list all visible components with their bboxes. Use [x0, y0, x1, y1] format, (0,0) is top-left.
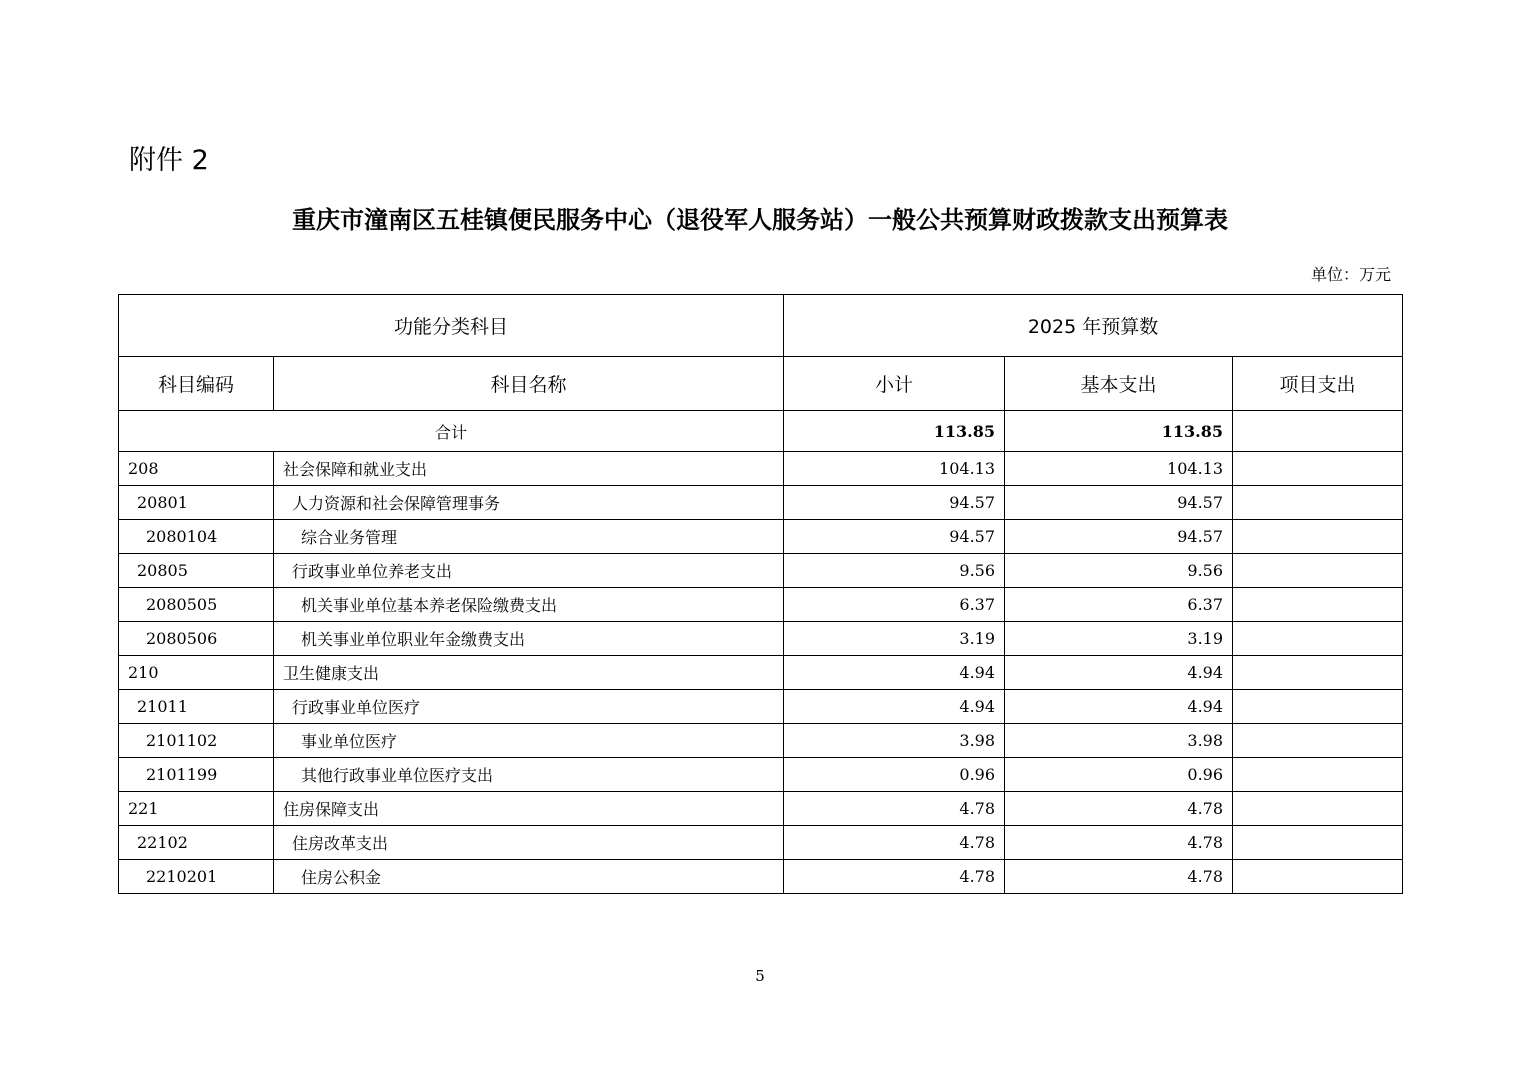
- row-subtotal: 4.78: [784, 860, 1005, 894]
- row-project: [1233, 826, 1403, 860]
- row-subtotal: 4.94: [784, 656, 1005, 690]
- row-name: 机关事业单位基本养老保险缴费支出: [274, 588, 784, 622]
- row-subtotal: 0.96: [784, 758, 1005, 792]
- row-code: 20801: [119, 486, 274, 520]
- document-title: 重庆市潼南区五桂镇便民服务中心（退役军人服务站）一般公共预算财政拨款支出预算表: [292, 206, 1228, 234]
- total-row: [119, 411, 1403, 452]
- row-project: [1233, 758, 1403, 792]
- row-code: 20805: [119, 554, 274, 588]
- row-basic: 4.78: [1005, 792, 1233, 826]
- row-name: 住房改革支出: [274, 826, 784, 860]
- row-basic: 104.13: [1005, 452, 1233, 486]
- row-code: 2080104: [119, 520, 274, 554]
- table-row: [119, 792, 1403, 826]
- row-name: 住房公积金: [274, 860, 784, 894]
- row-subtotal: 3.98: [784, 724, 1005, 758]
- row-project: [1233, 554, 1403, 588]
- row-code: 2080506: [119, 622, 274, 656]
- attachment-label: 附件 2: [129, 145, 209, 176]
- row-subtotal: 104.13: [784, 452, 1005, 486]
- table-row: [119, 758, 1403, 792]
- row-project: [1233, 656, 1403, 690]
- header-name: 科目名称: [274, 357, 784, 411]
- table-row: [119, 690, 1403, 724]
- row-code: 221: [119, 792, 274, 826]
- row-basic: 4.78: [1005, 826, 1233, 860]
- row-subtotal: 4.94: [784, 690, 1005, 724]
- table-header-row-1: [119, 295, 1403, 357]
- row-code: 2101199: [119, 758, 274, 792]
- row-code: 2210201: [119, 860, 274, 894]
- row-name: 机关事业单位职业年金缴费支出: [274, 622, 784, 656]
- row-basic: 4.94: [1005, 690, 1233, 724]
- row-project: [1233, 724, 1403, 758]
- table-row: [119, 486, 1403, 520]
- row-name: 事业单位医疗: [274, 724, 784, 758]
- total-basic: 113.85: [1005, 411, 1233, 452]
- row-name: 行政事业单位医疗: [274, 690, 784, 724]
- table-row: [119, 724, 1403, 758]
- table-row: [119, 588, 1403, 622]
- page-number: 5: [755, 967, 765, 985]
- row-subtotal: 3.19: [784, 622, 1005, 656]
- row-subtotal: 9.56: [784, 554, 1005, 588]
- row-code: 208: [119, 452, 274, 486]
- unit-label: 单位：万元: [1310, 265, 1391, 284]
- row-project: [1233, 452, 1403, 486]
- row-project: [1233, 690, 1403, 724]
- header-budget-year: 2025 年预算数: [784, 295, 1403, 357]
- row-subtotal: 4.78: [784, 792, 1005, 826]
- row-project: [1233, 622, 1403, 656]
- row-name: 卫生健康支出: [274, 656, 784, 690]
- header-functional-category: 功能分类科目: [119, 295, 784, 357]
- row-basic: 6.37: [1005, 588, 1233, 622]
- row-project: [1233, 792, 1403, 826]
- total-subtotal: 113.85: [784, 411, 1005, 452]
- table-row: [119, 520, 1403, 554]
- row-subtotal: 4.78: [784, 826, 1005, 860]
- table-row: [119, 452, 1403, 486]
- table-row: [119, 554, 1403, 588]
- row-project: [1233, 860, 1403, 894]
- row-basic: 3.98: [1005, 724, 1233, 758]
- row-basic: 4.94: [1005, 656, 1233, 690]
- row-basic: 4.78: [1005, 860, 1233, 894]
- header-subtotal: 小计: [784, 357, 1005, 411]
- total-project: [1233, 411, 1403, 452]
- table-row: [119, 860, 1403, 894]
- row-basic: 3.19: [1005, 622, 1233, 656]
- row-project: [1233, 588, 1403, 622]
- row-code: 2101102: [119, 724, 274, 758]
- header-code: 科目编码: [119, 357, 274, 411]
- table-row: [119, 656, 1403, 690]
- row-name: 社会保障和就业支出: [274, 452, 784, 486]
- table-row: [119, 622, 1403, 656]
- row-name: 行政事业单位养老支出: [274, 554, 784, 588]
- row-basic: 9.56: [1005, 554, 1233, 588]
- row-name: 住房保障支出: [274, 792, 784, 826]
- table-header-row-2: [119, 357, 1403, 411]
- row-code: 210: [119, 656, 274, 690]
- row-code: 21011: [119, 690, 274, 724]
- row-project: [1233, 486, 1403, 520]
- header-basic: 基本支出: [1005, 357, 1233, 411]
- row-name: 其他行政事业单位医疗支出: [274, 758, 784, 792]
- row-subtotal: 94.57: [784, 486, 1005, 520]
- table-row: [119, 826, 1403, 860]
- row-code: 2080505: [119, 588, 274, 622]
- total-label: 合计: [119, 411, 784, 452]
- row-subtotal: 94.57: [784, 520, 1005, 554]
- row-code: 22102: [119, 826, 274, 860]
- row-name: 综合业务管理: [274, 520, 784, 554]
- header-project: 项目支出: [1233, 357, 1403, 411]
- row-name: 人力资源和社会保障管理事务: [274, 486, 784, 520]
- row-project: [1233, 520, 1403, 554]
- row-basic: 94.57: [1005, 520, 1233, 554]
- budget-table: [118, 294, 1403, 894]
- row-subtotal: 6.37: [784, 588, 1005, 622]
- row-basic: 0.96: [1005, 758, 1233, 792]
- row-basic: 94.57: [1005, 486, 1233, 520]
